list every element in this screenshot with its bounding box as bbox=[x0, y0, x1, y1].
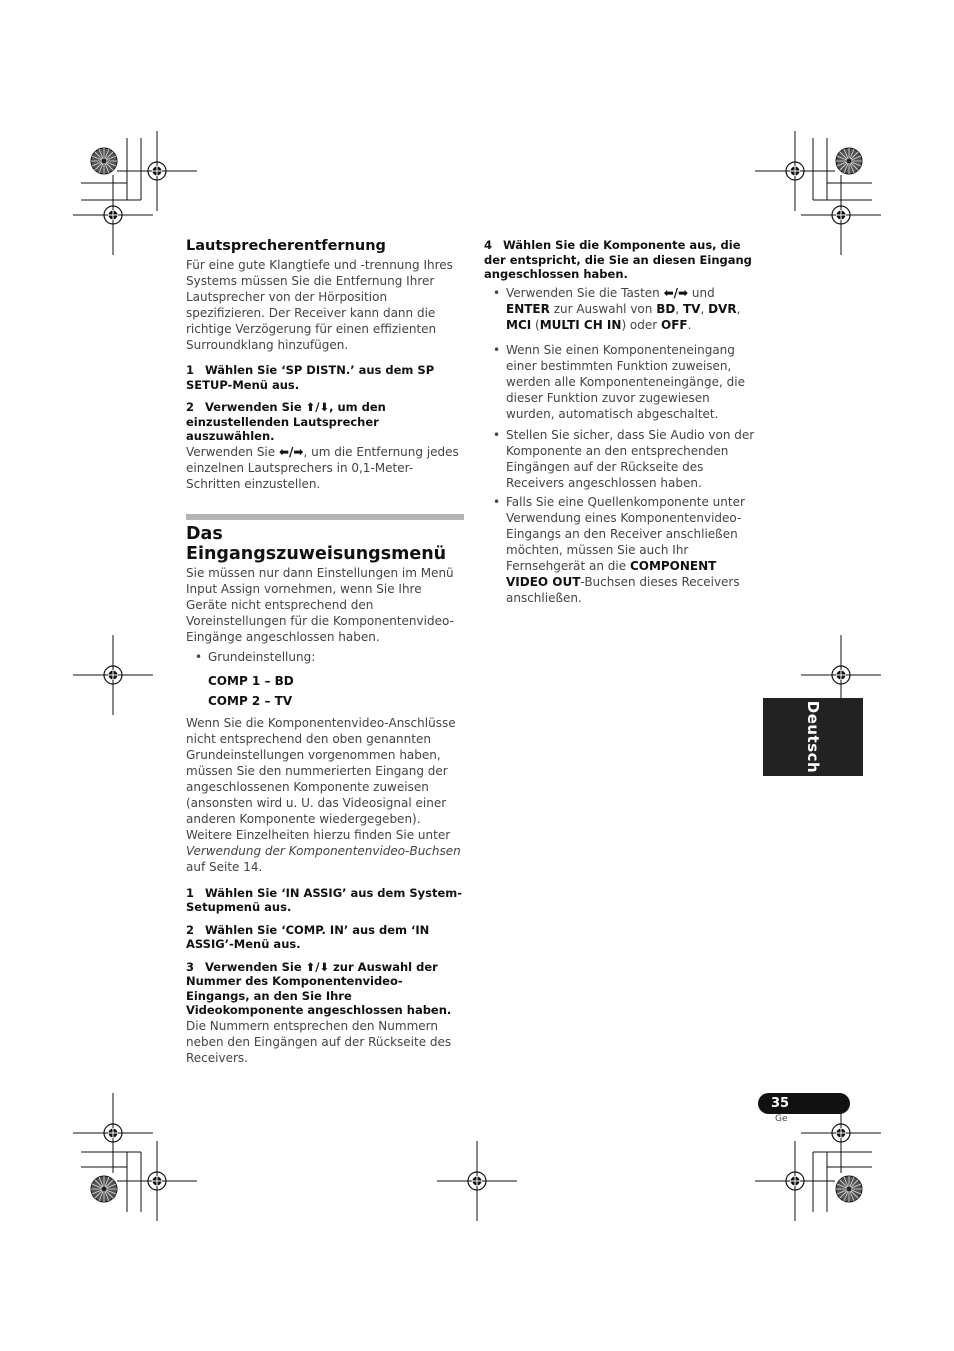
cross-reference: Verwendung der Komponentenvideo-Buchsen bbox=[186, 843, 461, 858]
section-heading-input-assign: Das Eingangszuweisungsmenü bbox=[186, 523, 447, 564]
step-number: 2 bbox=[186, 922, 195, 937]
step-2 bbox=[186, 923, 464, 952]
language-code: Ge bbox=[775, 1114, 788, 1124]
language-tab-label: Deutsch bbox=[803, 700, 822, 774]
list-item: • Verwenden Sie die Tasten ⬅/➡ und ENTER zur Auswahl von BD, TV, DVR, MCI (MULTI CH IN) oder OFF. bbox=[484, 285, 760, 333]
list-item: • Wenn Sie einen Komponenteneingang einer bestimmten Funktion zuweisen, werden alle Komponenteneingänge, die dieser Funktion zuvor zugewiesen wurden, automatisch abgeschaltet. bbox=[484, 342, 760, 422]
step-number: 1 bbox=[186, 885, 195, 900]
left-right-arrow-icon: ⬅/➡ bbox=[663, 285, 689, 300]
step-4 bbox=[484, 238, 760, 282]
left-right-arrow-icon: ⬅/➡ bbox=[278, 444, 304, 459]
up-down-arrow-icon: ⬆/⬇ bbox=[305, 959, 330, 974]
step-text: Verwenden Sie bbox=[205, 400, 306, 414]
step-3 bbox=[186, 960, 464, 1018]
list-item: • Grundeinstellung: bbox=[186, 649, 464, 665]
step-text: Wählen Sie die Komponente aus, die der entspricht, die Sie an diesen Eingang angeschlossen haben. bbox=[484, 238, 752, 281]
step-number: 3 bbox=[186, 959, 195, 974]
step-number: 4 bbox=[484, 238, 493, 252]
step-4-bullets bbox=[484, 285, 760, 606]
step-1 bbox=[186, 363, 464, 392]
section-intro: Sie müssen nur dann Einstellungen im Menü Input Assign vornehmen, wenn Sie Ihre Geräte nicht entsprechend den Voreinstellungen für die Komponentenvideo-Eingänge angeschlossen haben. bbox=[186, 565, 454, 644]
step-text: Verwenden Sie bbox=[205, 959, 306, 974]
step-2-description: Verwenden Sie ⬅/➡, um die Entfernung jedes einzelnen Lautsprechers in 0,1-Meter-Schritten einzustellen. bbox=[186, 444, 459, 491]
default-settings bbox=[186, 671, 464, 711]
section-rule bbox=[186, 514, 464, 520]
step-text: zur Auswahl der Nummer des Komponentenvideo-Eingangs, an den Sie Ihre Videokomponente angeschlossen haben. bbox=[186, 959, 452, 1017]
step-text: Wählen Sie ‘IN ASSIG’ aus dem System-Setupmenü aus. bbox=[186, 885, 463, 914]
page-number: 35 bbox=[758, 1093, 850, 1114]
default-comp-1: COMP 1 – BD bbox=[208, 673, 294, 688]
section-heading-speaker-distance: Lautsprecherentfernung bbox=[186, 238, 386, 254]
left-column bbox=[186, 238, 464, 1066]
list-item: • Stellen Sie sicher, dass Sie Audio von der Komponente an den entsprechenden Eingängen auf der Rückseite des Receivers angeschlossen haben. bbox=[484, 427, 760, 491]
step-3-description: Die Nummern entsprechen den Nummern neben den Eingängen auf der Rückseite des Receivers. bbox=[186, 1018, 452, 1065]
up-down-arrow-icon: ⬆/⬇ bbox=[305, 400, 330, 414]
step-number: 1 bbox=[186, 363, 195, 377]
step-text: , um den einzustellenden Lautsprecher auszuwählen. bbox=[186, 400, 386, 443]
step-number: 2 bbox=[186, 400, 195, 414]
default-list bbox=[186, 649, 464, 665]
step-text: Wählen Sie ‘COMP. IN’ aus dem ‘IN ASSIG’-Menü aus. bbox=[186, 922, 430, 951]
language-tab bbox=[763, 698, 863, 776]
input-assign-section bbox=[186, 514, 464, 1066]
section-intro: Für eine gute Klangtiefe und -trennung Ihres Systems müssen Sie die Entfernung Ihrer Lautsprecher von der Hörposition spezifizieren. Der Receiver kann dann die richtige Verzögerung für einen effizienten Surroundklang hinzufügen. bbox=[186, 258, 453, 352]
list-item: • Falls Sie eine Quellenkomponente unter Verwendung eines Komponentenvideo-Eingangs an den Receiver anschließen möchten, müssen Sie auch Ihr Fernsehgerät an die COMPONENT VIDEO OUT-Buchsen dieses Receivers anschließen. bbox=[484, 494, 760, 606]
right-column bbox=[484, 238, 760, 610]
step-2 bbox=[186, 400, 464, 444]
default-comp-2: COMP 2 – TV bbox=[208, 693, 293, 708]
step-text: Wählen Sie ‘SP DISTN.’ aus dem SP SETUP-Menü aus. bbox=[186, 363, 435, 392]
step-1 bbox=[186, 886, 464, 915]
input-assign-paragraph: Wenn Sie die Komponentenvideo-Anschlüsse nicht entsprechend den oben genannten Grundeinstellungen vorgenommen haben, müssen Sie den nummerierten Eingang der angeschlossenen Komponente zuweisen (ansonsten wird u. U. das Videosignal einer anderen Komponente wiedergegeben). Weitere Einzelheiten hierzu finden Sie unter Verwendung der Komponentenvideo-Buchsen auf Seite 14. bbox=[186, 715, 461, 874]
